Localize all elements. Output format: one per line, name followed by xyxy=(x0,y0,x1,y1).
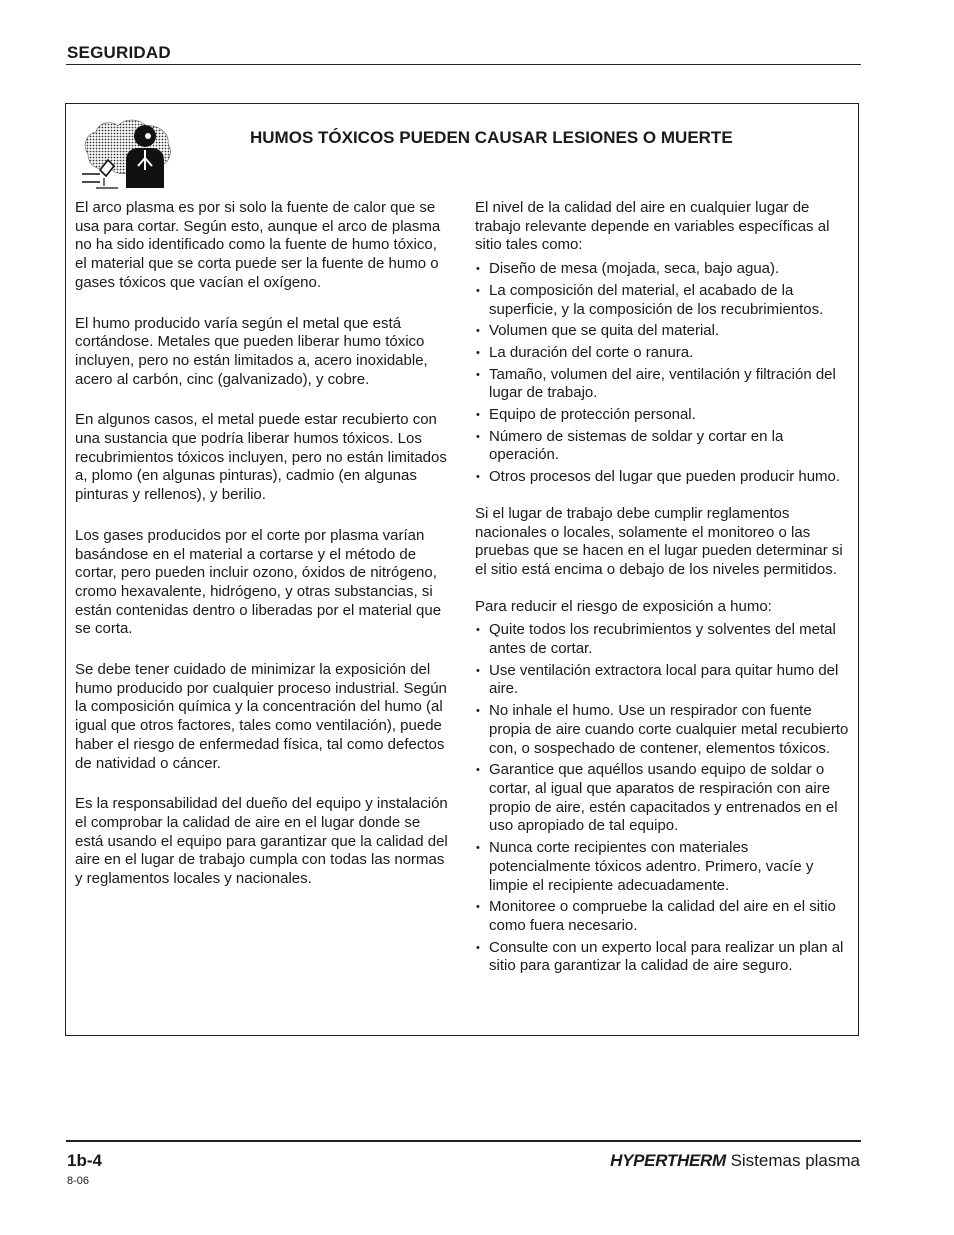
list-item: • Equipo de protección personal. xyxy=(475,406,850,425)
list-item: • No inhale el humo. Use un respirador con fuente propia de aire cuando corte cualquier metal recubierto con, o sospechado de contener, elementos tóxicos. xyxy=(475,702,850,758)
list-item: • Use ventilación extractora local para quitar humo del aire. xyxy=(475,662,850,699)
list-item: • Tamaño, volumen del aire, ventilación y filtración del lugar de trabajo. xyxy=(475,366,850,403)
list-item: • Otros procesos del lugar que pueden producir humo. xyxy=(475,468,850,487)
list-item: • Quite todos los recubrimientos y solventes del metal antes de cortar. xyxy=(475,621,850,658)
list-item: • La duración del corte o ranura. xyxy=(475,344,850,363)
list-item: • Consulte con un experto local para realizar un plan al sitio para garantizar la calidad de aire seguro. xyxy=(475,939,850,976)
right-column xyxy=(475,199,850,979)
paragraph: Si el lugar de trabajo debe cumplir reglamentos nacionales o locales, solamente el monitoreo o las pruebas que se hacen en el lugar pueden determinar si el sitio está encima o debajo de los niveles permitidos. xyxy=(475,504,843,578)
paragraph: El arco plasma es por si solo la fuente de calor que se usa para cortar. Según esto, aunque el arco de plasma no ha sido identificado como la fuente de humo tóxico, el material que se corta puede ser la fuente de humo o gases tóxicos que vacían el oxígeno. xyxy=(75,199,441,291)
paragraph: El nivel de la calidad del aire en cualquier lugar de trabajo relevante depende en variables específicas al sitio tales como: xyxy=(475,199,830,254)
paragraph: Es la responsabilidad del dueño del equipo y instalación el comprobar la calidad de aire en el lugar donde se está usando el equipo para garantizar que la calidad del aire en el lugar de trabajo cumpla con todas las normas y reglamentos locales y nacionales. xyxy=(75,795,448,888)
paragraph: Los gases producidos por el corte por plasma varían basándose en el material a cortarse y el método de cortar, pero pueden incluir ozono, óxidos de nitrógeno, cromo hexavalente, hidrógeno, y otras substancias, si están contenidas dentro o liberadas por el material que se corta. xyxy=(75,526,442,638)
warning-heading: HUMOS TÓXICOS PUEDEN CAUSAR LESIONES O MUERTE xyxy=(250,128,733,147)
brand-name: HYPERTHERM xyxy=(610,1151,726,1170)
list-item: • La composición del material, el acabado de la superficie, y la composición de los recubrimientos. xyxy=(475,282,850,319)
header-rule xyxy=(66,64,861,65)
list-item: • Número de sistemas de soldar y cortar en la operación. xyxy=(475,428,850,465)
risk-reduction-list xyxy=(475,621,850,976)
left-column xyxy=(75,199,450,911)
section-title: SEGURIDAD xyxy=(67,43,171,62)
list-item: • Garantice que aquéllos usando equipo de soldar o cortar, al igual que aparatos de respiración con aire propio de aire, estén capacitados y entrenados en el uso apropiado de tal equipo. xyxy=(475,761,850,836)
paragraph: El humo producido varía según el metal que está cortándose. Metales que pueden liberar humo tóxico incluyen, pero no están limitados a, acero inoxidable, acero al carbón, cinc (galvanizado), y cobre. xyxy=(75,314,428,388)
product-name: Sistemas plasma xyxy=(730,1151,860,1170)
list-item: • Monitoree o compruebe la calidad del aire en el sitio como fuera necesario. xyxy=(475,898,850,935)
air-quality-variables-list xyxy=(475,260,850,487)
toxic-fumes-icon xyxy=(74,114,174,192)
list-item: • Diseño de mesa (mojada, seca, bajo agua). xyxy=(475,260,850,279)
list-item: • Nunca corte recipientes con materiales potencialmente tóxicos adentro. Primero, vacíe y limpie el recipiente adecuadamente. xyxy=(475,839,850,895)
page-number: 1b-4 xyxy=(67,1151,102,1170)
paragraph: En algunos casos, el metal puede estar recubierto con una sustancia que podría liberar humos tóxicos. Los recubrimientos tóxicos incluyen, pero no están limitados a, plomo (en algunas pinturas), cadmio (en algunas pinturas y rellenos), y berilio. xyxy=(75,411,447,504)
list-item: • Volumen que se quita del material. xyxy=(475,322,850,341)
footer-title xyxy=(610,1151,860,1171)
footer-rule xyxy=(66,1140,861,1142)
revision-date: 8-06 xyxy=(67,1175,90,1187)
warning-box xyxy=(65,103,859,1036)
paragraph: Se debe tener cuidado de minimizar la exposición del humo producido por cualquier proceso industrial. Según la composición química y la concentración del humo (al igual que otros factores, tales como ventilación), puede haber el riesgo de enfermedad física, tal como defectos de natividad o cáncer. xyxy=(75,661,447,772)
paragraph: Para reducir el riesgo de exposición a humo: xyxy=(475,597,772,615)
